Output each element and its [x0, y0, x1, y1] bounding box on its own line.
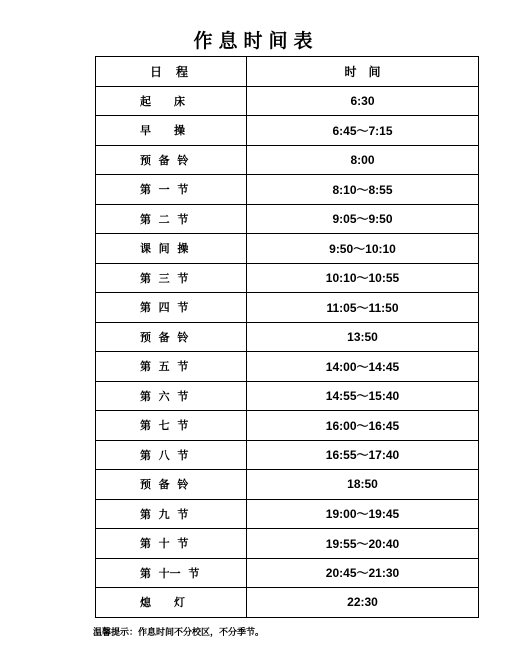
- time-cell: 16:55～17:40: [247, 440, 479, 470]
- schedule-table: [95, 56, 479, 618]
- table-row: [96, 499, 479, 529]
- table-row: [96, 322, 479, 352]
- table-row: [96, 293, 479, 323]
- event-cell: 早 操: [96, 116, 247, 146]
- event-cell: 第 九 节: [96, 499, 247, 529]
- event-cell: 第 八 节: [96, 440, 247, 470]
- event-cell: 第 十 节: [96, 529, 247, 559]
- time-cell: 10:10～10:55: [247, 263, 479, 293]
- table-header-row: [96, 57, 479, 87]
- table-row: [96, 352, 479, 382]
- event-cell: 第 五 节: [96, 352, 247, 382]
- table-row: [96, 116, 479, 146]
- time-cell: 14:55～15:40: [247, 381, 479, 411]
- table-row: [96, 558, 479, 588]
- table-row: [96, 440, 479, 470]
- event-cell: 第 一 节: [96, 175, 247, 205]
- column-header-schedule: 日程: [96, 57, 247, 87]
- table-row: [96, 86, 479, 116]
- event-cell: 课 间 操: [96, 234, 247, 264]
- table-row: [96, 470, 479, 500]
- table-row: [96, 529, 479, 559]
- time-cell: 16:00～16:45: [247, 411, 479, 441]
- time-cell: 6:45～7:15: [247, 116, 479, 146]
- event-cell: 第 三 节: [96, 263, 247, 293]
- time-cell: 11:05～11:50: [247, 293, 479, 323]
- time-cell: 13:50: [247, 322, 479, 352]
- table-row: [96, 411, 479, 441]
- table-row: [96, 145, 479, 175]
- event-cell: 预 备 铃: [96, 145, 247, 175]
- event-cell: 预 备 铃: [96, 322, 247, 352]
- time-cell: 8:00: [247, 145, 479, 175]
- event-cell: 预 备 铃: [96, 470, 247, 500]
- table-row: [96, 381, 479, 411]
- page-title: 作息时间表: [193, 30, 319, 52]
- time-cell: 6:30: [247, 86, 479, 116]
- time-cell: 19:55～20:40: [247, 529, 479, 559]
- table-row: [96, 175, 479, 205]
- table-row: [96, 588, 479, 618]
- event-cell: 起 床: [96, 86, 247, 116]
- table-row: [96, 263, 479, 293]
- event-cell: 第 十一 节: [96, 558, 247, 588]
- column-header-time: 时间: [247, 57, 479, 87]
- time-cell: 14:00～14:45: [247, 352, 479, 382]
- time-cell: 22:30: [247, 588, 479, 618]
- time-cell: 20:45～21:30: [247, 558, 479, 588]
- footnote-tip: 温馨提示：作息时间不分校区，不分季节。: [93, 628, 265, 638]
- table-row: [96, 204, 479, 234]
- time-cell: 18:50: [247, 470, 479, 500]
- time-cell: 8:10～8:55: [247, 175, 479, 205]
- event-cell: 第 二 节: [96, 204, 247, 234]
- time-cell: 19:00～19:45: [247, 499, 479, 529]
- table-row: [96, 234, 479, 264]
- event-cell: 熄 灯: [96, 588, 247, 618]
- event-cell: 第 四 节: [96, 293, 247, 323]
- event-cell: 第 七 节: [96, 411, 247, 441]
- event-cell: 第 六 节: [96, 381, 247, 411]
- time-cell: 9:50～10:10: [247, 234, 479, 264]
- time-cell: 9:05～9:50: [247, 204, 479, 234]
